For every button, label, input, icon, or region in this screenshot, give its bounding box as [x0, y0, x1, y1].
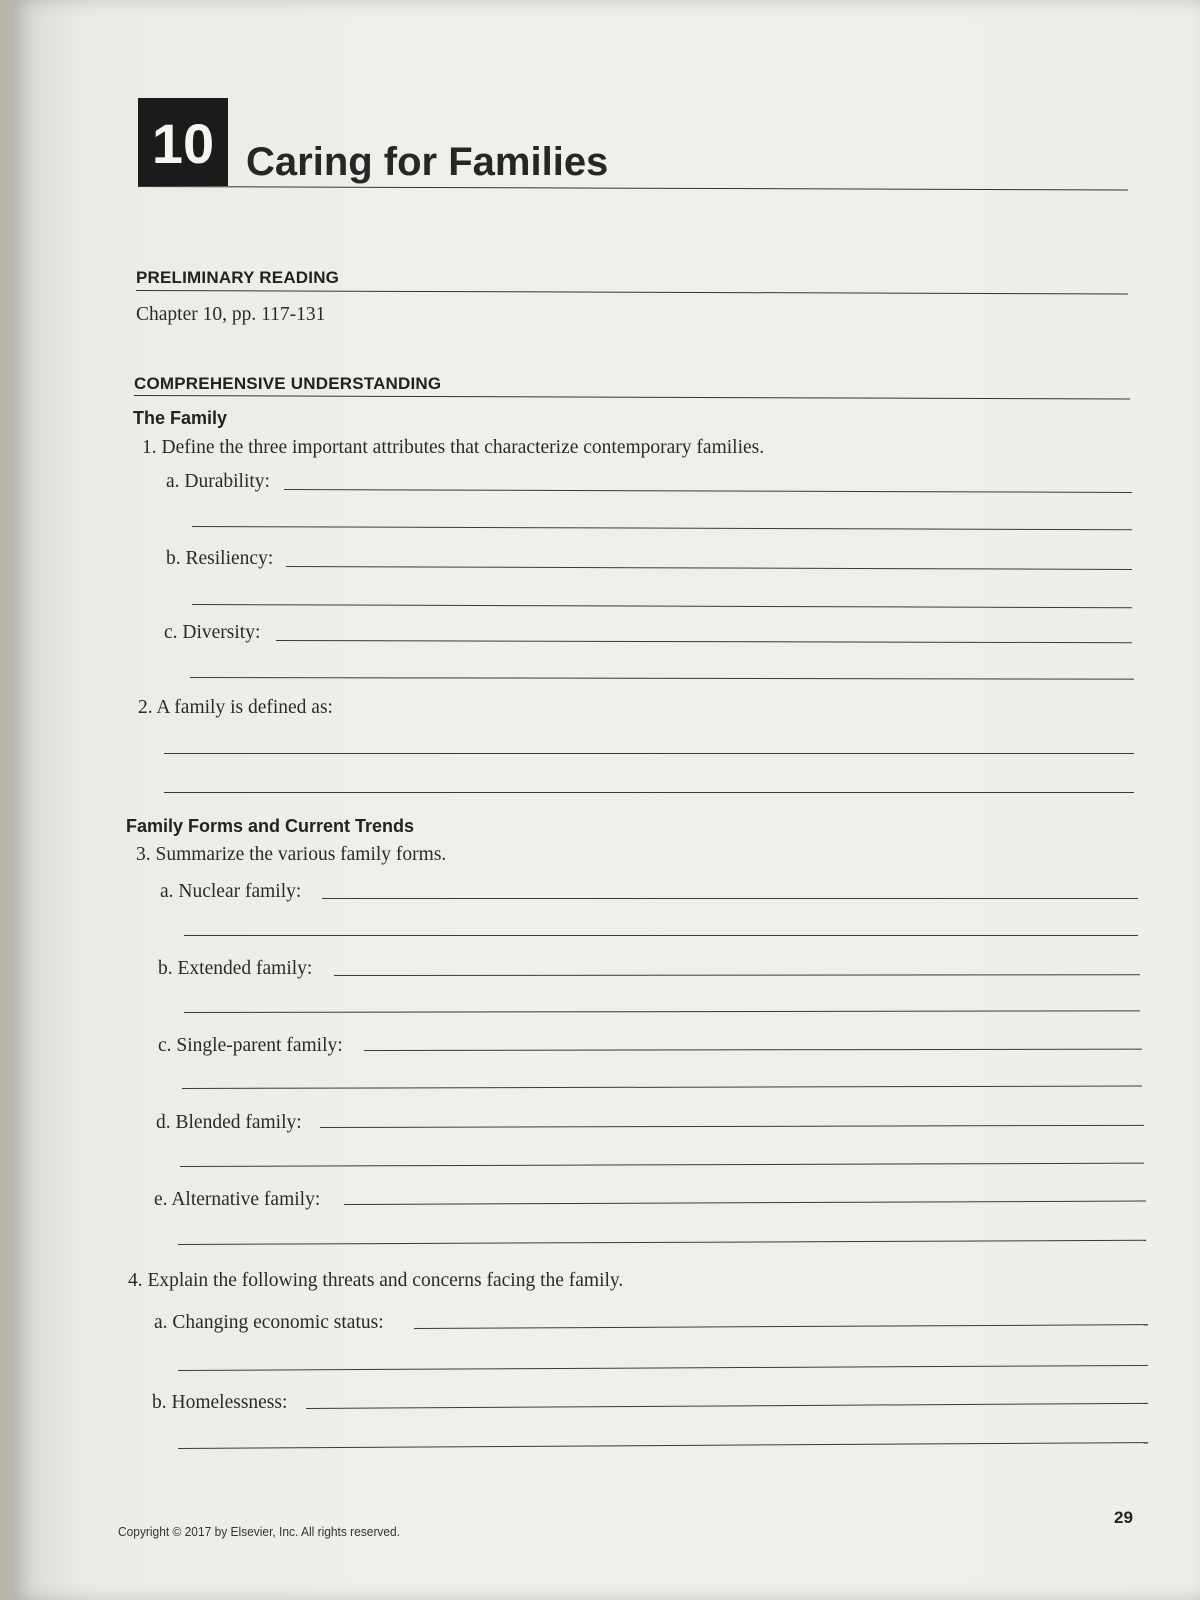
answer-line-q3e-2[interactable] — [178, 1240, 1146, 1245]
q1-b-label: b. Resiliency: — [166, 548, 274, 569]
answer-line-q3a-1[interactable] — [322, 898, 1138, 899]
answer-line-q3b-1[interactable] — [334, 974, 1140, 976]
preliminary-chapter-pages: Chapter 10, pp. 117-131 — [136, 304, 326, 325]
workbook-page — [14, 0, 1200, 1600]
answer-line-q3a-2[interactable] — [184, 935, 1138, 936]
answer-line-q3c-1[interactable] — [364, 1049, 1142, 1051]
q1-c-label: c. Diversity: — [164, 622, 261, 643]
answer-line-q2-1[interactable] — [164, 753, 1134, 754]
q3-b-label: b. Extended family: — [158, 958, 313, 979]
question-1: 1. Define the three important attributes that characterize contemporary families. — [142, 437, 765, 458]
question-3: 3. Summarize the various family forms. — [136, 844, 447, 865]
q3-c-label: c. Single-parent family: — [158, 1035, 343, 1056]
answer-line-q4b-2[interactable] — [178, 1442, 1148, 1449]
answer-line-q1c-2[interactable] — [190, 677, 1134, 680]
q3-e-label: e. Alternative family: — [154, 1189, 321, 1210]
answer-line-q3d-2[interactable] — [180, 1163, 1144, 1167]
question-4: 4. Explain the following threats and concerns facing the family. — [128, 1270, 624, 1291]
answer-line-q2-2[interactable] — [164, 792, 1134, 793]
q1-a-label: a. Durability: — [166, 471, 270, 492]
copyright-footer: Copyright © 2017 by Elsevier, Inc. All rights reserved. — [118, 1524, 401, 1539]
preliminary-reading-heading: PRELIMINARY READING — [136, 268, 340, 287]
answer-line-q1b-2[interactable] — [192, 604, 1132, 608]
the-family-heading: The Family — [133, 408, 228, 428]
chapter-title: Caring for Families — [246, 140, 609, 184]
comprehensive-rule — [134, 395, 1130, 399]
title-rule — [138, 186, 1128, 190]
page-number: 29 — [1114, 1508, 1133, 1527]
family-forms-heading: Family Forms and Current Trends — [126, 816, 415, 836]
answer-line-q1a-2[interactable] — [192, 526, 1132, 530]
answer-line-q3d-1[interactable] — [320, 1125, 1144, 1128]
q3-d-label: d. Blended family: — [156, 1112, 302, 1133]
preliminary-rule — [136, 290, 1128, 294]
comprehensive-understanding-heading: COMPREHENSIVE UNDERSTANDING — [134, 374, 442, 393]
answer-line-q3c-2[interactable] — [182, 1085, 1142, 1089]
answer-line-q4a-1[interactable] — [414, 1324, 1148, 1329]
question-2: 2. A family is defined as: — [138, 697, 333, 718]
q3-a-label: a. Nuclear family: — [160, 881, 302, 902]
answer-line-q1b-1[interactable] — [286, 566, 1132, 570]
answer-line-q1a-1[interactable] — [284, 489, 1132, 493]
answer-line-q1c-1[interactable] — [276, 640, 1132, 643]
q4-b-label: b. Homelessness: — [152, 1392, 288, 1413]
answer-line-q3b-2[interactable] — [184, 1010, 1140, 1013]
q4-a-label: a. Changing economic status: — [154, 1312, 384, 1333]
answer-line-q4b-1[interactable] — [306, 1403, 1148, 1409]
chapter-number-box: 10 — [138, 98, 228, 186]
answer-line-q4a-2[interactable] — [178, 1365, 1148, 1371]
answer-line-q3e-1[interactable] — [344, 1201, 1146, 1205]
